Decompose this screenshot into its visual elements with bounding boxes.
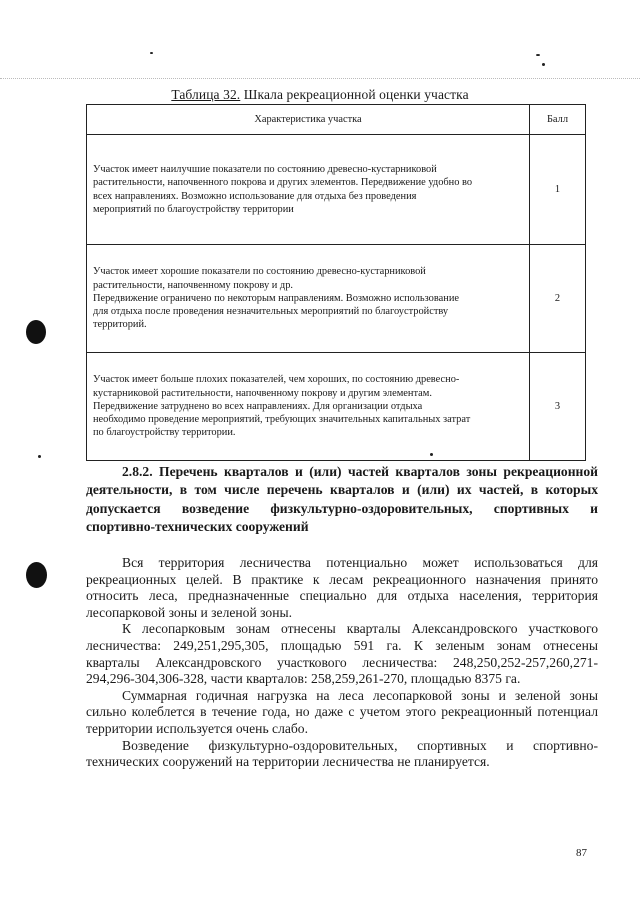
table-row bbox=[87, 245, 586, 353]
section-body bbox=[86, 555, 598, 771]
paragraph-line: Возведение физкультурно-оздоровительных, спортивных и спортивно- bbox=[122, 737, 598, 753]
paragraph-line: лесопарковой зоны и зеленой зоны. bbox=[86, 604, 293, 620]
paragraph-line: территории используется очень слабо. bbox=[86, 720, 309, 736]
row-description-line: для отдыха после проведения незначительных мероприятий по благоустройству bbox=[93, 306, 449, 318]
row-description-line: растительности, напочвенному покрову и др. bbox=[93, 279, 293, 291]
row-description-line: кустарниковой растительности, напочвенному покрову и другим элементам. bbox=[93, 387, 432, 399]
row-description-line: Участок имеет больше плохих показателей, чем хороших, по состоянию древесно- bbox=[93, 374, 460, 386]
scan-speck bbox=[150, 52, 153, 54]
row-score: 3 bbox=[530, 353, 586, 461]
paragraph-line: лесничества: 249,251,295,305, площадью 591 га. К зеленым зонам отнесены bbox=[86, 637, 598, 653]
paragraph-line: кварталы Александровского участкового лесничества: 248,250,252-257,260,271- bbox=[86, 654, 598, 670]
paragraph-line: Вся территория лесничества потенциально может использоваться для bbox=[122, 555, 598, 570]
scan-speck bbox=[38, 455, 41, 458]
paragraph-line: К лесопарковым зонам отнесены кварталы Александровского участкового bbox=[122, 621, 598, 637]
page-number: 87 bbox=[576, 847, 587, 859]
paragraph-line: рекреационных целей. В практике к лесам рекреационного назначения принято bbox=[86, 571, 598, 587]
row-description-line: необходимо проведение мероприятий, требующих значительных капитальных затрат bbox=[93, 414, 471, 426]
paragraph-line: относить леса, предназначенные специально для отдыха населения, территория bbox=[86, 588, 598, 604]
section-heading-line: 2.8.2. Перечень кварталов и (или) частей кварталов зоны рекреационной bbox=[122, 464, 598, 479]
section-heading-line: деятельности, в том числе перечень кварталов и (или) их частей, в которых bbox=[86, 482, 598, 498]
table-caption-title: Шкала рекреационной оценки участка bbox=[243, 87, 469, 102]
scan-dotted-line bbox=[0, 78, 640, 79]
row-description bbox=[87, 135, 530, 245]
row-description bbox=[87, 353, 530, 461]
paragraph-line: Суммарная годичная нагрузка на леса лесопарковой зоны и зеленой зоны bbox=[122, 687, 598, 703]
row-score: 1 bbox=[530, 135, 586, 245]
paragraph-line: 294,296-304,306-328, части кварталов: 258,259,261-270, площадью 8375 га. bbox=[86, 671, 521, 687]
table-header-row bbox=[87, 105, 586, 135]
row-description-line: всех направлениях. Возможно использование для отдыха без проведения bbox=[93, 190, 417, 202]
table-row bbox=[87, 135, 586, 245]
row-description-line: Передвижение затруднено во всех направлениях. Для организации отдыха bbox=[93, 400, 423, 412]
table-caption bbox=[0, 87, 640, 103]
header-score: Балл bbox=[530, 105, 586, 135]
section-heading-line: допускается возведение физкультурно-оздоровительных, спортивных и bbox=[86, 500, 598, 516]
row-description-line: по благоустройству территории. bbox=[93, 427, 236, 439]
row-description-line: растительности, напочвенного покрова и других элементов. Передвижение удобно во bbox=[93, 177, 473, 189]
section-heading bbox=[86, 463, 598, 536]
row-description-line: Передвижение ограничено по некоторым направлениям. Возможно использование bbox=[93, 292, 459, 304]
row-description-line: Участок имеет хорошие показатели по состоянию древесно-кустарниковой bbox=[93, 266, 426, 278]
paragraph-line: сильно колеблется в течение года, но даже с учетом этого рекреационный потенциал bbox=[86, 704, 598, 720]
paragraph-line: технических сооружений на территории лесничества не планируется. bbox=[86, 754, 490, 770]
row-score: 2 bbox=[530, 245, 586, 353]
punch-hole-mark bbox=[26, 562, 47, 588]
row-description-line: мероприятий по благоустройству территории bbox=[93, 203, 294, 215]
header-characteristic: Характеристика участка bbox=[87, 105, 530, 135]
row-description bbox=[87, 245, 530, 353]
punch-hole-mark bbox=[26, 320, 46, 344]
table-row bbox=[87, 353, 586, 461]
section-heading-line: спортивно-технических сооружений bbox=[86, 518, 309, 534]
scan-speck bbox=[536, 54, 540, 56]
row-description-line: территорий. bbox=[93, 319, 147, 331]
table-caption-number: Таблица 32. bbox=[171, 87, 241, 102]
scan-speck bbox=[542, 63, 545, 66]
row-description-line: Участок имеет наилучшие показатели по состоянию древесно-кустарниковой bbox=[93, 164, 437, 176]
recreation-rating-table bbox=[86, 104, 586, 461]
